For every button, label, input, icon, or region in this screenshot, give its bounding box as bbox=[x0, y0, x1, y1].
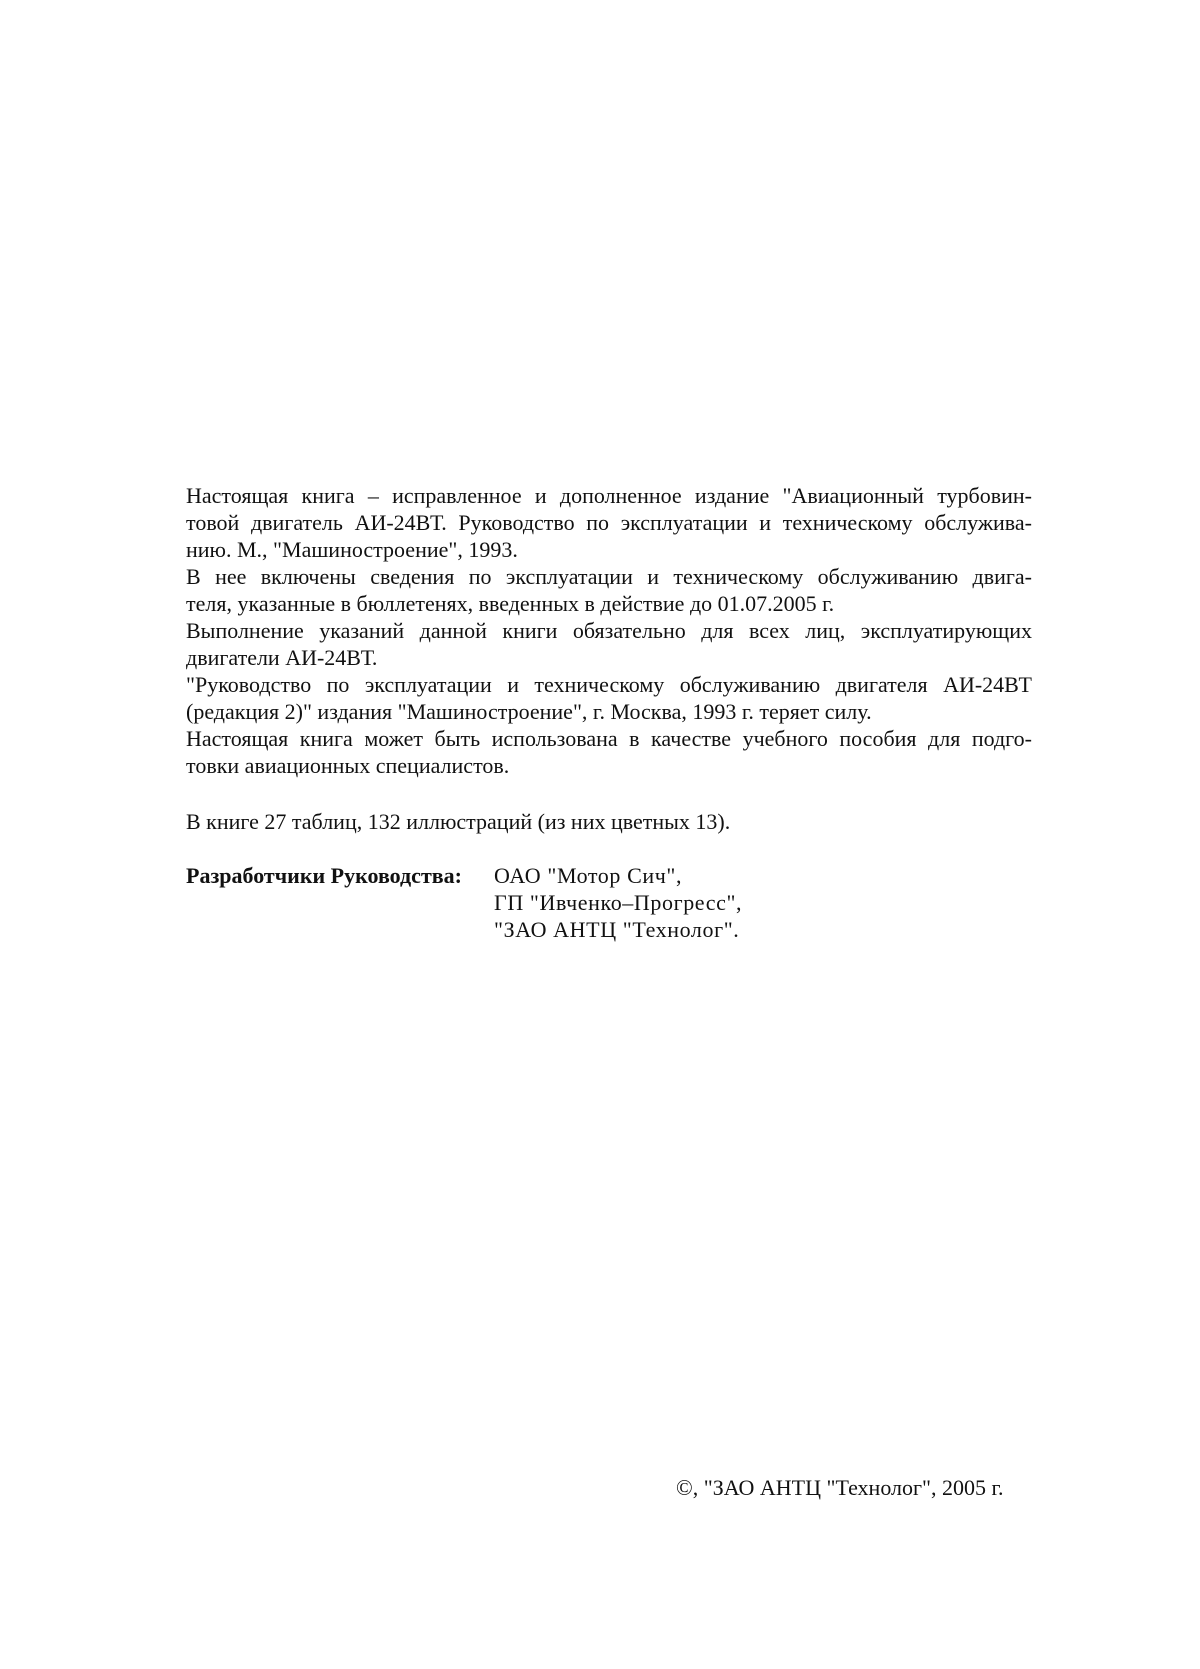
text-line: Настоящая книга может быть использована в качестве учебного пособия для подго- bbox=[186, 726, 1032, 751]
text-line: товки авиационных специалистов. bbox=[186, 753, 510, 778]
text-line: "Руководство по эксплуатации и техническому обслуживанию двигателя АИ-24ВТ bbox=[186, 672, 1032, 697]
text-line: теля, указанные в бюллетенях, введенных в действие до 01.07.2005 г. bbox=[186, 591, 835, 616]
developer-item: ГП "Ивченко–Прогресс", bbox=[494, 890, 743, 915]
text-line: (редакция 2)" издания "Машиностроение", г. Москва, 1993 г. теряет силу. bbox=[186, 699, 872, 724]
text-line: нию. М., "Машиностроение", 1993. bbox=[186, 537, 518, 562]
developers-label: Разработчики Руководства: bbox=[186, 863, 462, 888]
tables-illustrations-count: В книге 27 таблиц, 132 иллюстраций (из них цветных 13). bbox=[186, 809, 731, 834]
developer-item: ОАО "Мотор Сич", bbox=[494, 863, 683, 888]
text-line: Выполнение указаний данной книги обязательно для всех лиц, эксплуатирующих bbox=[186, 618, 1032, 643]
developers-list bbox=[494, 862, 742, 943]
paragraph-mandatory-note bbox=[186, 617, 1032, 671]
foreword-text bbox=[186, 482, 1032, 779]
paragraph-supersedes-note bbox=[186, 671, 1032, 725]
text-line: Настоящая книга – исправленное и дополненное издание "Авиационный турбовин- bbox=[186, 483, 1032, 508]
text-line: В нее включены сведения по эксплуатации и техническому обслуживанию двига- bbox=[186, 564, 1032, 589]
text-line: двигатели АИ-24ВТ. bbox=[186, 645, 378, 670]
paragraph-edition-note bbox=[186, 482, 1032, 563]
paragraph-training-note bbox=[186, 725, 1032, 779]
developer-item: "ЗАО АНТЦ "Технолог". bbox=[494, 917, 740, 942]
copyright-notice: ©, "ЗАО АНТЦ "Технолог", 2005 г. bbox=[676, 1475, 1004, 1500]
text-line: товой двигатель АИ-24ВТ. Руководство по эксплуатации и техническому обслужива- bbox=[186, 510, 1032, 535]
paragraph-bulletins-note bbox=[186, 563, 1032, 617]
